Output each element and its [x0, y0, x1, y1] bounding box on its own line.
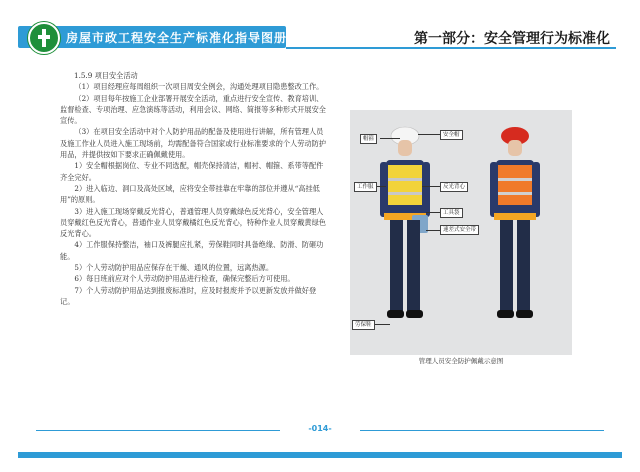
paragraph: 7）个人劳动防护用品达到报废标准时，应及时报废并予以更新发放并做好登记。: [60, 285, 317, 306]
ppe-illustration: [350, 110, 572, 355]
book-title: 房屋市政工程安全生产标准化指导图册: [66, 31, 288, 45]
figure-caption: 管理人员安全防护佩戴示意图: [418, 357, 504, 365]
page-number: -014-: [308, 424, 332, 433]
section-title: 第一部分：安全管理行为标准化: [414, 31, 610, 47]
paragraph: 3）进入施工现场穿戴反光背心，普通管理人员穿戴绿色反光背心，安全管理人员穿戴红色反光背心，普通作业人员穿戴橘红色反光背心，特种作业人员穿戴黄绿色反光背心。: [60, 206, 326, 239]
label-hat-lining: 帽箍: [360, 134, 377, 144]
label-safety-shoes: 劳保鞋: [352, 320, 375, 330]
body-text: [60, 70, 328, 307]
paragraph: 4）工作服保持整洁，袖口及裤腿应扎紧，劳保鞋同时具备绝缘、防滑、防砸功能。: [60, 240, 324, 261]
label-safety-helmet: 安全帽: [440, 130, 463, 140]
footer-rule-left: [36, 430, 280, 431]
label-tool-bag: 工具袋: [440, 208, 463, 218]
leader-line: [426, 230, 440, 231]
paragraph: 1）安全帽根据岗位、专业不同选配，帽壳保持清洁，帽衬、帽箍、系带等配件齐全完好。: [60, 161, 324, 182]
label-work-clothes: 工作服: [354, 182, 377, 192]
paragraph: 2）进入临边、洞口及高处区域，应将安全带挂靠在牢靠的部位并遵从“高挂低用”的原则。: [60, 183, 320, 205]
paragraph: （2）项目每年按施工企业部署开展安全活动，重点进行安全宣传、教育培训、监督检查、专项治理、应急演练等活动，利用会议、网络、简报等多种形式开展安全宣传。: [60, 93, 326, 126]
paragraph: 6）每日班前应对个人劳动防护用品进行检查，确保完整后方可使用。: [74, 274, 295, 284]
footer-rule-right: [360, 430, 604, 431]
label-reflective-vest: 反光背心: [440, 182, 468, 192]
leader-line: [422, 186, 440, 187]
leader-line: [380, 138, 400, 139]
label-harness: 速差式安全带: [440, 225, 479, 235]
paragraph: 5）个人劳动防护用品应保存在干燥、通风的位置，远离热源。: [74, 263, 274, 273]
section-heading: 1.5.9 项目安全活动: [74, 71, 138, 80]
paragraph: （1）项目经理应每周组织一次项目周安全例会，沟通处理项目隐患整改工作。: [74, 82, 324, 92]
leader-line: [372, 324, 390, 325]
page-header: [0, 0, 640, 60]
safety-cross-logo-icon: [28, 22, 60, 54]
bottom-bar: [18, 452, 622, 458]
front-worker-figure: [380, 127, 430, 318]
leader-line: [426, 212, 440, 213]
back-worker-figure: [490, 127, 540, 318]
paragraph: （3）在项目安全活动中对个人防护用品的配备及使用进行讲解，所有管理人员及施工作业人员进入施工现场前，均需配备符合国家或行业标准要求的个人劳动防护用品，并提供按如下要求正确佩戴使用。: [60, 127, 326, 160]
leader-line: [418, 134, 440, 135]
